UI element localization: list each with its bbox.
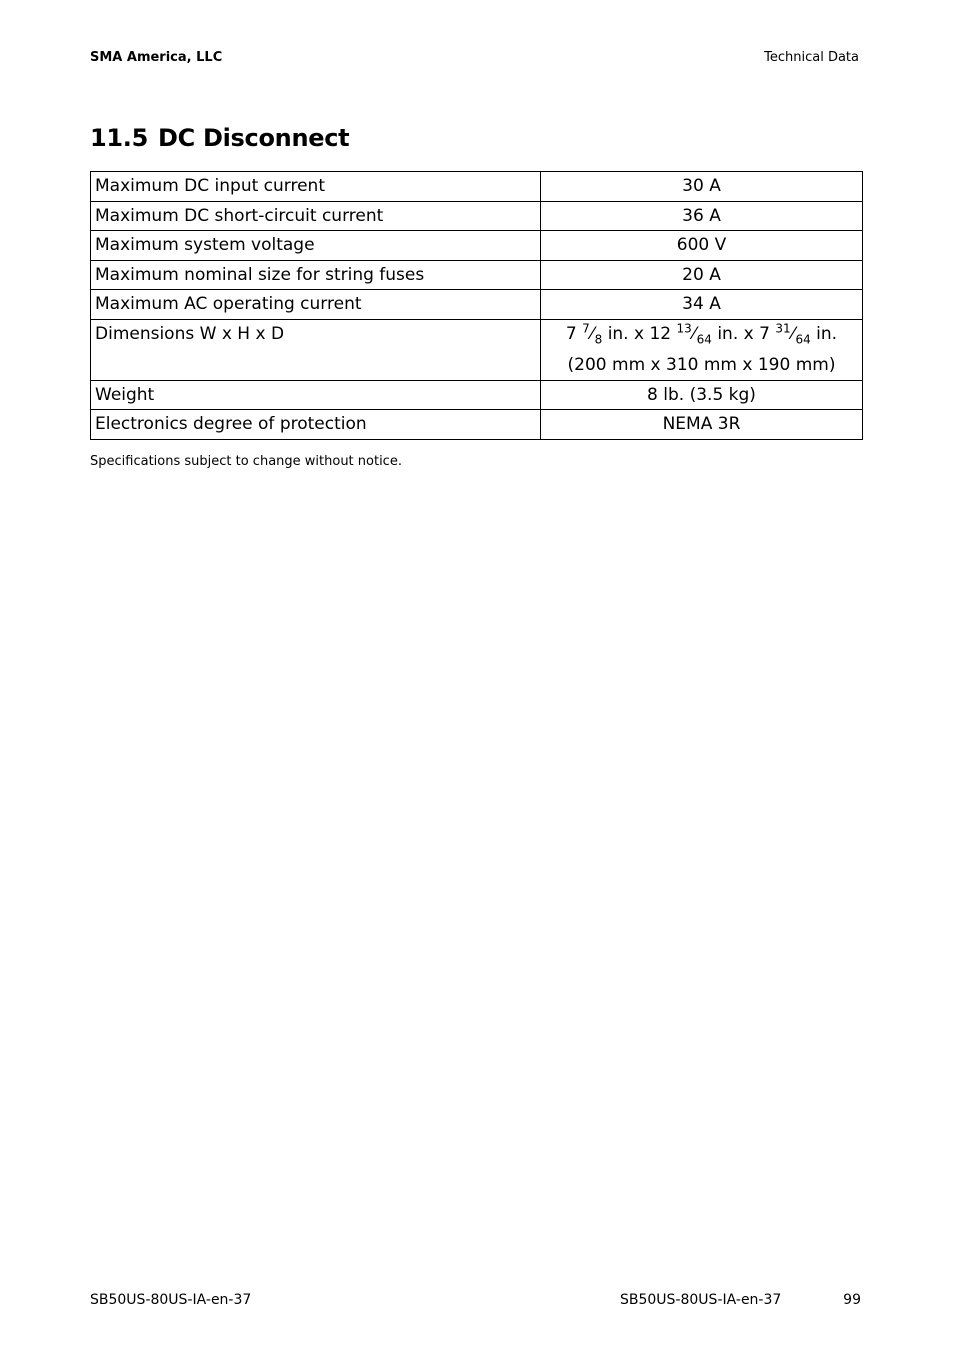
table-row xyxy=(91,201,863,231)
row-value: 30 A xyxy=(541,172,863,202)
page-number: 99 xyxy=(843,1292,861,1308)
table-row xyxy=(91,172,863,202)
row-value: 8 lb. (3.5 kg) xyxy=(541,380,863,410)
row-label: Maximum system voltage xyxy=(91,231,541,261)
spec-table xyxy=(90,171,863,440)
section-number: 11.5 xyxy=(90,124,149,152)
footnote: Specifications subject to change without notice. xyxy=(90,454,402,469)
row-label: Electronics degree of protection xyxy=(91,410,541,440)
footer-doc-id-left: SB50US-80US-IA-en-37 xyxy=(90,1292,252,1308)
row-value: NEMA 3R xyxy=(541,410,863,440)
table-row xyxy=(91,380,863,410)
dimensions-value xyxy=(541,319,863,380)
table-row xyxy=(91,231,863,261)
table-row xyxy=(91,260,863,290)
table-row xyxy=(91,319,863,380)
dimensions-metric: (200 mm x 310 mm x 190 mm) xyxy=(567,354,836,375)
row-value: 600 V xyxy=(541,231,863,261)
table-row xyxy=(91,410,863,440)
section-title xyxy=(90,124,349,152)
header-company: SMA America, LLC xyxy=(90,50,223,65)
row-label: Weight xyxy=(91,380,541,410)
row-label: Maximum nominal size for string fuses xyxy=(91,260,541,290)
dimensions-imperial: 7 $^7⁄_8$ in. x 12 $^{13}⁄_{64}$ in. x 7 $^{31}⁄_{64}$ in. xyxy=(565,320,838,346)
row-label: Maximum AC operating current xyxy=(91,290,541,320)
footer-doc-id-right: SB50US-80US-IA-en-37 xyxy=(620,1292,782,1308)
row-label: Maximum DC input current xyxy=(91,172,541,202)
row-value: 20 A xyxy=(541,260,863,290)
row-value: 34 A xyxy=(541,290,863,320)
row-value: 36 A xyxy=(541,201,863,231)
table-row xyxy=(91,290,863,320)
row-label: Dimensions W x H x D xyxy=(91,319,541,380)
header-chapter: Technical Data xyxy=(764,50,859,65)
section-title-text: DC Disconnect xyxy=(158,124,350,152)
row-label: Maximum DC short-circuit current xyxy=(91,201,541,231)
